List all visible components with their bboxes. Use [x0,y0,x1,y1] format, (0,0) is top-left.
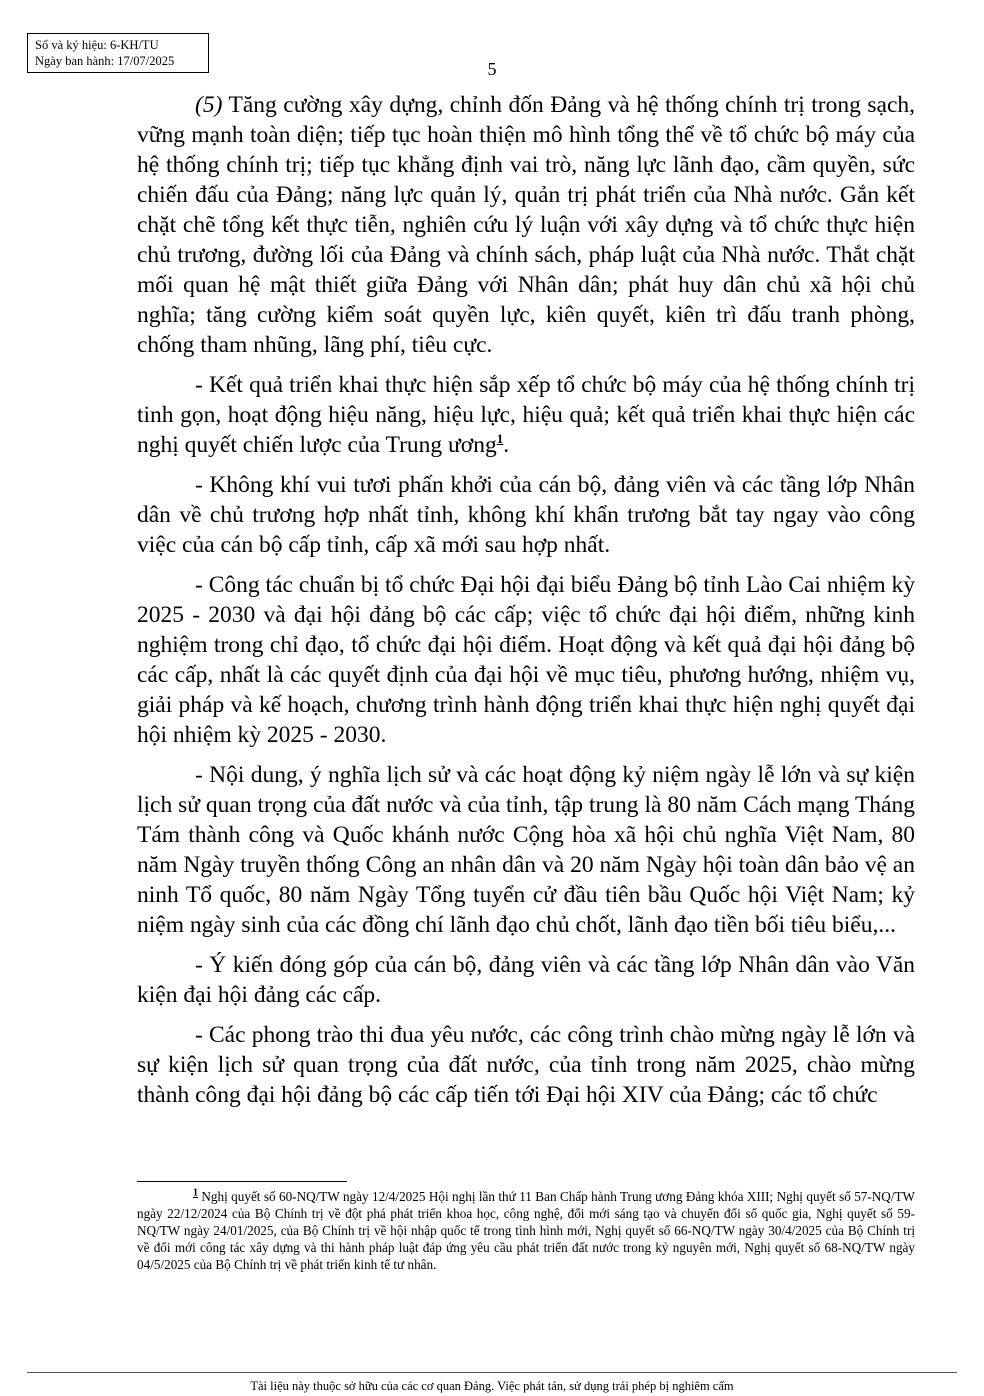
footer-divider [27,1372,957,1373]
footnote-mark: 1 [193,1187,198,1199]
bullet-paragraph-2: - Không khí vui tươi phấn khởi của cán bộ, đảng viên và các tầng lớp Nhân dân về chủ trương hợp nhất tỉnh, không khí khẩn trương bắt tay ngay vào công việc của cán bộ cấp tỉnh, cấp xã mới sau hợp nhất. [137,472,915,558]
bullet-paragraph-1 [137,370,915,460]
bullet-paragraph-3: - Công tác chuẩn bị tổ chức Đại hội đại biểu Đảng bộ tỉnh Lào Cai nhiệm kỳ 2025 - 2030 và đại hội đảng bộ các cấp; việc tổ chức đại hội điểm, những kinh nghiệm trong chỉ đạo, tổ chức đại hội điểm. Hoạt động và kết quả đại hội đảng bộ các cấp, nhất là các quyết định của đại hội về mục tiêu, phương hướng, nhiệm vụ, giải pháp và kế hoạch, chương trình hành động triển khai thực hiện nghị quyết đại hội nhiệm kỳ 2025 - 2030. [137,572,915,748]
page-number: 5 [487,59,497,79]
bullet-paragraph-4: - Nội dung, ý nghĩa lịch sử và các hoạt động kỷ niệm ngày lễ lớn và sự kiện lịch sử quan trọng của đất nước và của tỉnh, tập trung là 80 năm Cách mạng Tháng Tám thành công và Quốc khánh nước Cộng hòa xã hội chủ nghĩa Việt Nam, 80 năm Ngày truyền thống Công an nhân dân và 20 năm Ngày hội toàn dân bảo vệ an ninh Tổ quốc, 80 năm Ngày Tổng tuyển cử đầu tiên bầu Quốc hội Việt Nam; kỷ niệm ngày sinh của các đồng chí lãnh đạo chủ chốt, lãnh đạo tiền bối tiêu biểu,... [137,762,915,938]
document-number: Số và ký hiệu: 6-KH/TU [35,38,159,52]
paragraph-number: (5) [195,92,223,118]
bullet-paragraph-5: - Ý kiến đóng góp của cán bộ, đảng viên và các tầng lớp Nhân dân vào Văn kiện đại hội đảng các cấp. [137,952,915,1008]
paragraph-text: - Kết quả triển khai thực hiện sắp xếp tổ chức bộ máy của hệ thống chính trị tinh gọn, hoạt động hiệu năng, hiệu lực, hiệu quả; kết quả triển khai thực hiện các nghị quyết chiến lược của Trung ương [137,372,915,458]
footer-notice: Tài liệu này thuộc sở hữu của các cơ quan Đảng. Việc phát tán, sử dụng trái phép bị nghiêm cấm [250,1379,734,1393]
footnote-text: Nghị quyết số 60-NQ/TW ngày 12/4/2025 Hội nghị lần thứ 11 Ban Chấp hành Trung ương Đảng khóa XIII; Nghị quyết số 57-NQ/TW ngày 22/12/2024 của Bộ Chính trị về đột phá phát triển khoa học, công nghệ, đổi mới sáng tạo và chuyển đổi số quốc gia, Nghị quyết số 59-NQ/TW ngày 24/01/2025, của Bộ Chính trị về hội nhập quốc tế trong tình hình mới, Nghị quyết số 66-NQ/TW ngày 30/4/2025 của Bộ Chính trị về đổi mới công tác xây dựng và thi hành pháp luật đáp ứng yêu cầu phát triển đất nước trong kỷ nguyên mới, Nghị quyết số 68-NQ/TW ngày 04/5/2025 của Bộ Chính trị về phát triển kinh tế tư nhân. [137,1189,915,1272]
paragraph-text: Tăng cường xây dựng, chỉnh đốn Đảng và hệ thống chính trị trong sạch, vững mạnh toàn diện; tiếp tục hoàn thiện mô hình tổng thể về tổ chức bộ máy của hệ thống chính trị; tiếp tục khẳng định vai trò, năng lực lãnh đạo, cầm quyền, sức chiến đấu của Đảng; năng lực quản lý, quản trị phát triển của Nhà nước. Gắn kết chặt chẽ tổng kết thực tiễn, nghiên cứu lý luận với xây dựng và tổ chức thực hiện chủ trương, đường lối của Đảng và chính sách, pháp luật của Nhà nước. Thắt chặt mối quan hệ mật thiết giữa Đảng với Nhân dân; phát huy dân chủ xã hội chủ nghĩa; tăng cường kiểm soát quyền lực, kiên quyết, kiên trì đấu tranh phòng, chống tham nhũng, lãng phí, tiêu cực. [137,92,915,358]
footnote [137,1188,915,1273]
document-body [137,90,915,1110]
footnote-reference[interactable]: 1 [496,431,504,447]
paragraph-5 [137,90,915,360]
paragraph-end: . [503,432,510,458]
bullet-paragraph-6: - Các phong trào thi đua yêu nước, các công trình chào mừng ngày lễ lớn và sự kiện lịch sử quan trọng của đất nước, của tỉnh trong năm 2025, chào mừng thành công đại hội đảng bộ các cấp tiến tới Đại hội XIV của Đảng; các tổ chức [137,1022,915,1108]
issue-date: Ngày ban hành: 17/07/2025 [35,54,175,68]
footnote-separator [137,1181,347,1182]
